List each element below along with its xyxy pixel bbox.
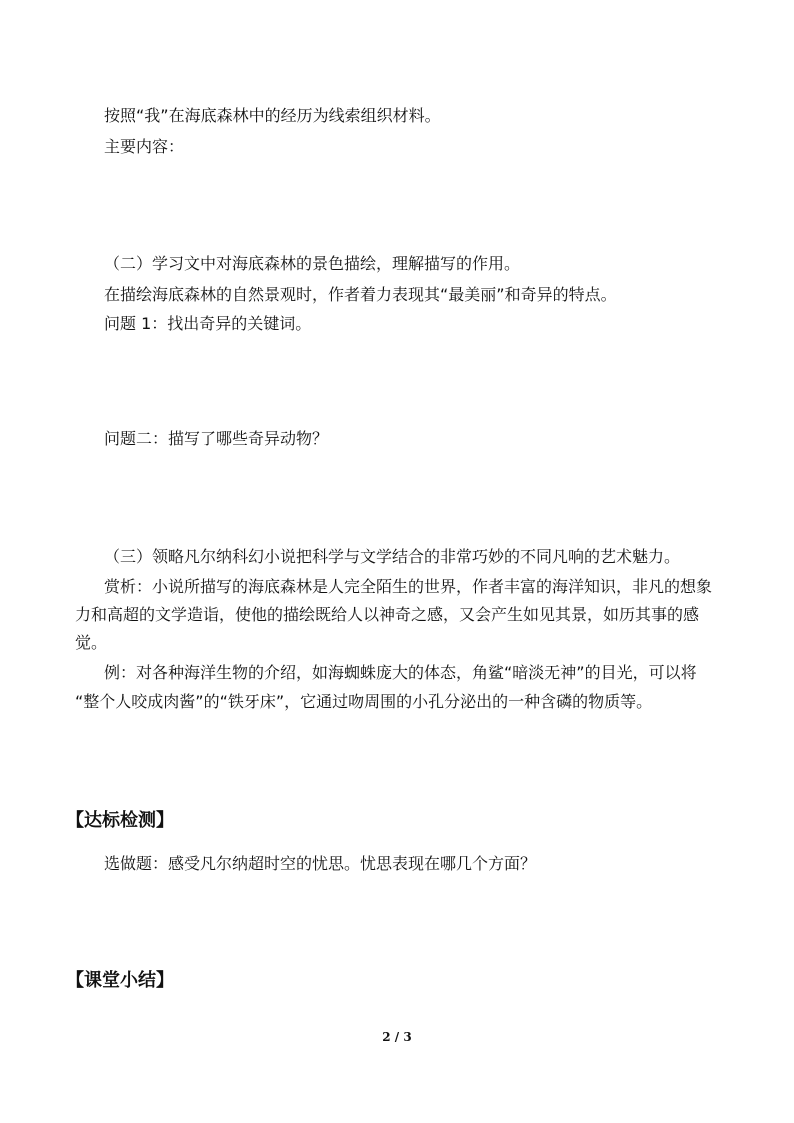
- optional-question: 选做题：感受凡尔纳超时空的忧思。忧思表现在哪几个方面？: [104, 854, 537, 873]
- example-line-1: 例：对各种海洋生物的介绍，如海蜘蛛庞大的体态，角鲨“暗淡无神”的目光，可以将: [104, 663, 697, 682]
- heading-section-three: （三）领略凡尔纳科幻小说把科学与文学结合的非常巧妙的不同凡响的艺术魅力。: [104, 547, 681, 566]
- section-title-assessment: 【达标检测】: [66, 810, 174, 831]
- question-2: 问题二：描写了哪些奇异动物？: [104, 429, 329, 448]
- appreciation-line-1: 赏析：小说所描写的海底森林是人完全陌生的世界，作者丰富的海洋知识，非凡的想象: [104, 577, 713, 596]
- paragraph-natural-scenery: 在描绘海底森林的自然景观时，作者着力表现其“最美丽”和奇异的特点。: [104, 285, 617, 304]
- paragraph-clue: 按照“我”在海底森林中的经历为线索组织材料。: [104, 106, 441, 125]
- question-1: 问题 1：找出奇异的关键词。: [104, 314, 312, 333]
- paragraph-main-content-label: 主要内容：: [104, 137, 185, 156]
- section-title-summary: 【课堂小结】: [66, 970, 174, 991]
- appreciation-line-3: 觉。: [75, 633, 108, 652]
- page-number: 2 / 3: [382, 1030, 412, 1044]
- appreciation-line-2: 力和高超的文学造诣，使他的描绘既给人以神奇之感，又会产生如见其景，如历其事的感: [75, 605, 700, 624]
- heading-section-two: （二）学习文中对海底森林的景色描绘，理解描写的作用。: [104, 254, 521, 273]
- example-line-2: “整个人咬成肉酱”的“铁牙床”，它通过吻周围的小孔分泌出的一种含磷的物质等。: [75, 692, 653, 711]
